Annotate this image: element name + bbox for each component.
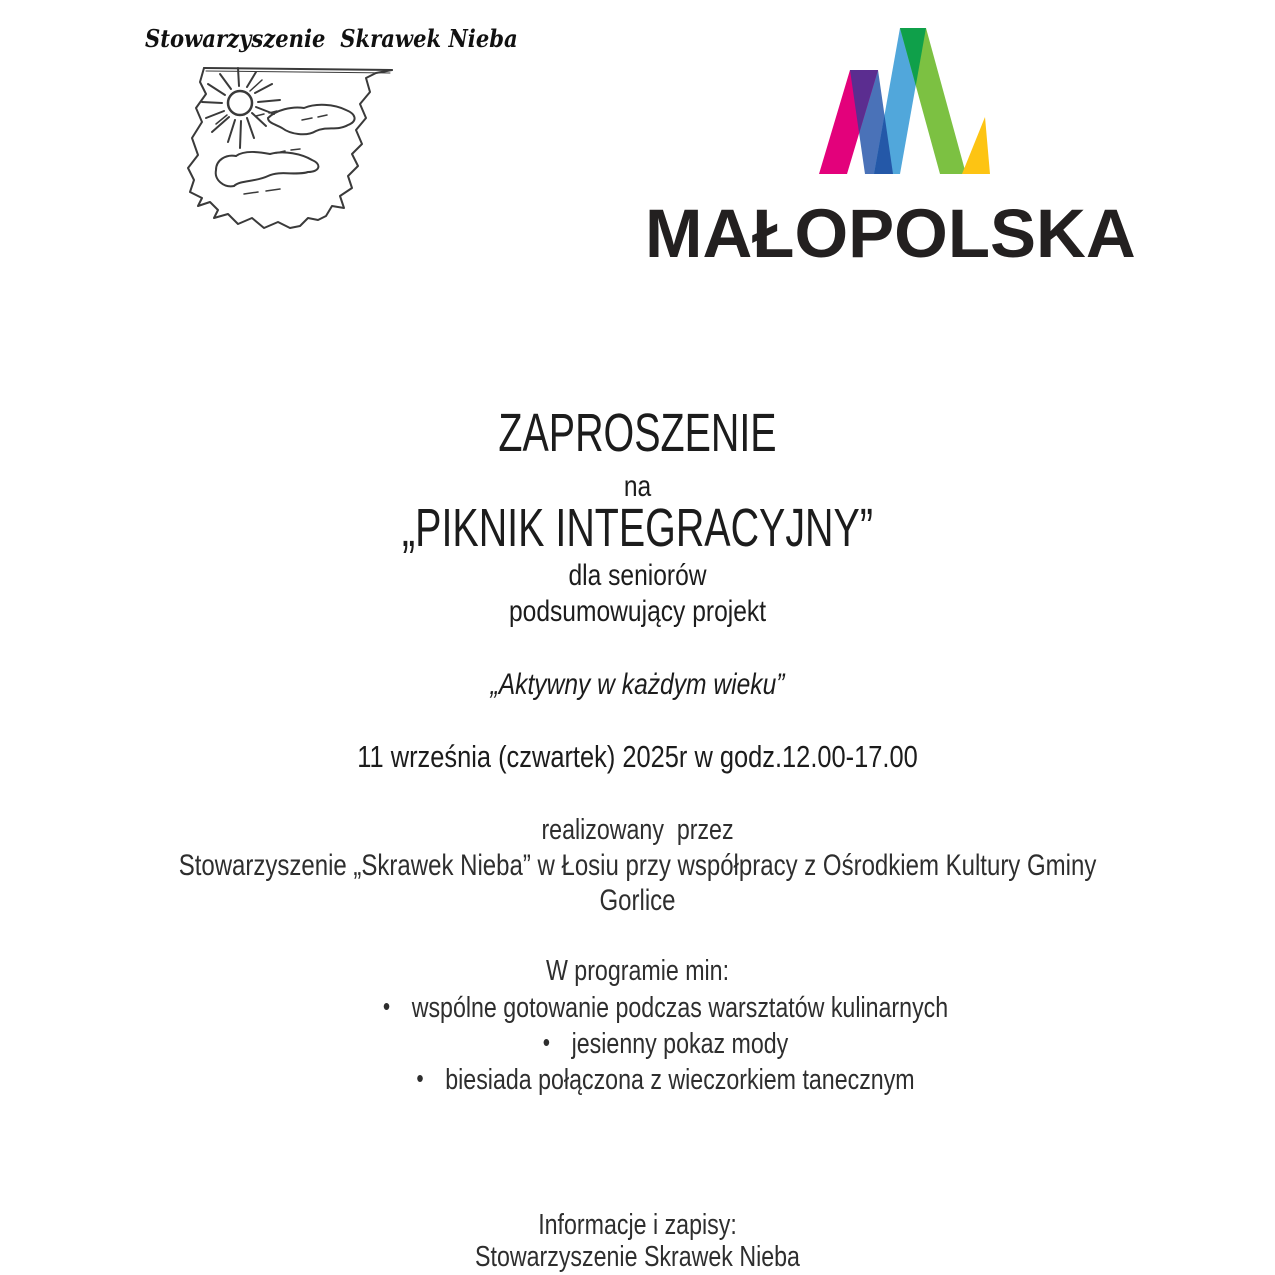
association-name: Stowarzyszenie Skrawek Nieba	[145, 24, 518, 53]
malopolska-logo	[815, 27, 991, 175]
contact-heading: Informacje i zapisy:	[538, 1209, 737, 1241]
bullet-icon: •	[416, 1063, 424, 1093]
malopolska-wordmark: MAŁOPOLSKA	[645, 195, 1136, 272]
invitation-title: ZAPROSZENIE	[498, 403, 777, 463]
bullet-icon: •	[542, 1027, 551, 1057]
program-item-text: biesiada połączona z wieczorkiem tanecznym	[445, 1064, 915, 1096]
event-datetime: 11 września (czwartek) 2025r w godz.12.00-17.00	[357, 739, 918, 774]
organizer-line1: Stowarzyszenie „Skrawek Nieba” w Łosiu przy współpracy z Ośrodkiem Kultury Gminy	[178, 849, 1097, 882]
program-heading: W programie min:	[545, 955, 730, 987]
malopolska-colorful-m-mountains-icon	[815, 27, 991, 175]
program-item-text: jesienny pokaz mody	[571, 1028, 789, 1060]
program-item	[156, 1028, 1176, 1061]
event-name: „PIKNIK INTEGRACYJNY”	[402, 498, 873, 558]
map-outline-sun-clouds-sketch-icon	[180, 60, 402, 230]
organizer-line2: Gorlice	[599, 884, 676, 917]
subtitle: podsumowujący projekt	[508, 595, 767, 628]
program-item	[156, 992, 1176, 1025]
audience: dla seniorów	[568, 559, 707, 592]
program-item	[156, 1064, 1176, 1097]
association-logo	[180, 60, 402, 230]
organizer-intro: realizowany przez	[541, 814, 734, 846]
project-name: „Aktywny w każdym wieku”	[490, 668, 785, 701]
contact-name: Stowarzyszenie Skrawek Nieba	[475, 1241, 800, 1273]
preposition: na	[623, 470, 652, 503]
program-item-text: wspólne gotowanie podczas warsztatów kulinarnych	[411, 992, 949, 1024]
bullet-icon: •	[382, 991, 391, 1021]
